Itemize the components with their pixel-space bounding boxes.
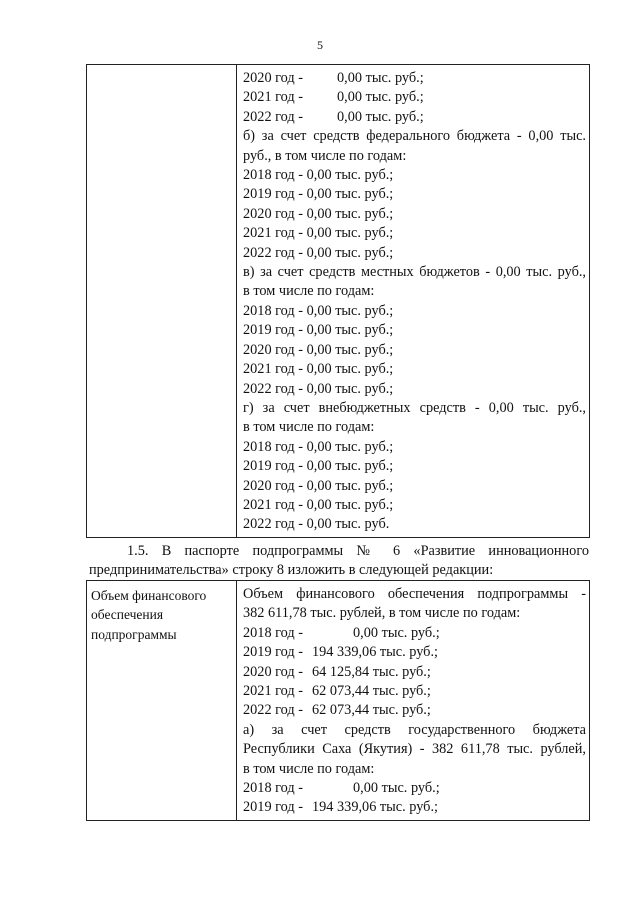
year-label: 2021 год - <box>243 683 304 700</box>
funding-volume-cell <box>237 581 590 821</box>
year-label: 2022 год - <box>243 702 304 719</box>
text-line: 2022 год - 0,00 тыс. руб. <box>243 516 390 533</box>
funding-details-cell <box>237 65 590 538</box>
text-line: Республики Саха (Якутия) - 382 611,78 тыс. рублей, <box>243 741 586 758</box>
paragraph-line-1: 1.5. В паспорте подпрограммы № 6 «Развитие инновационного <box>127 543 589 559</box>
text-line: руб., в том числе по годам: <box>243 147 407 164</box>
text-line: г) за счет внебюджетных средств - 0,00 тыс. руб., <box>243 399 586 416</box>
year-label: 2019 год - <box>243 644 304 661</box>
text-line <box>243 701 586 720</box>
text-line: 2022 год - 0,00 тыс. руб.; <box>243 244 394 261</box>
text-line <box>243 643 586 662</box>
text-line: Объем финансового обеспечения подпрограммы - <box>243 586 586 602</box>
text-line: 2021 год - 0,00 тыс. руб.; <box>243 225 394 242</box>
amount-value: 0,00 тыс. руб.; <box>353 780 440 797</box>
page-number: 5 <box>317 38 323 52</box>
amount-value: 0,00 тыс. руб.; <box>337 70 424 86</box>
text-line: 2018 год - 0,00 тыс. руб.; <box>243 438 394 455</box>
year-label: 2021 год - <box>243 89 304 106</box>
text-line <box>243 624 586 643</box>
text-line: 2020 год - 0,00 тыс. руб.; <box>243 477 394 494</box>
paragraph-line-2: предпринимательства» строку 8 изложить в следующей редакции: <box>89 562 494 579</box>
amount-value: 62 073,44 тыс. руб.; <box>312 683 431 700</box>
amount-value: 0,00 тыс. руб.; <box>353 624 440 641</box>
year-label: 2019 год - <box>243 799 304 816</box>
text-line <box>243 663 586 682</box>
funding-table-continued <box>86 64 590 538</box>
text-line: в том числе по годам: <box>243 760 375 777</box>
text-line <box>243 88 586 107</box>
year-label: 2018 год - <box>243 780 304 797</box>
text-line: в) за счет средств местных бюджетов - 0,00 тыс. руб., <box>243 264 586 281</box>
text-line: 2020 год - 0,00 тыс. руб.; <box>243 341 394 358</box>
text-line: 2019 год - 0,00 тыс. руб.; <box>243 322 394 339</box>
year-label: 2020 год - <box>243 663 304 680</box>
amount-value: 194 339,06 тыс. руб.; <box>312 799 438 816</box>
amendment-paragraph <box>89 542 589 581</box>
amount-value: 62 073,44 тыс. руб.; <box>312 702 431 719</box>
text-line: 2019 год - 0,00 тыс. руб.; <box>243 186 394 203</box>
text-line <box>243 682 586 701</box>
amount-value: 0,00 тыс. руб.; <box>337 108 424 125</box>
text-line: б) за счет средств федерального бюджета - 0,00 тыс. <box>243 128 586 145</box>
empty-label-cell <box>87 65 237 538</box>
text-line: 2019 год - 0,00 тыс. руб.; <box>243 458 394 475</box>
text-line <box>243 779 586 798</box>
text-line: 382 611,78 тыс. рублей, в том числе по годам: <box>243 605 521 622</box>
text-line: а) за счет средств государственного бюджета <box>243 721 586 738</box>
year-label: 2018 год - <box>243 624 304 641</box>
amount-value: 0,00 тыс. руб.; <box>337 89 424 106</box>
year-label: 2022 год - <box>243 108 304 125</box>
text-line: 2020 год - 0,00 тыс. руб.; <box>243 205 394 222</box>
amount-value: 64 125,84 тыс. руб.; <box>312 663 431 680</box>
text-line: в том числе по годам: <box>243 283 375 300</box>
text-line: 2021 год - 0,00 тыс. руб.; <box>243 361 394 378</box>
text-line <box>243 108 586 127</box>
text-line <box>243 69 586 88</box>
funding-volume-label: Объем финансового обеспечения подпрограммы <box>87 581 237 821</box>
text-line <box>243 798 586 817</box>
subprogram-funding-table <box>86 580 590 821</box>
text-line: 2018 год - 0,00 тыс. руб.; <box>243 302 394 319</box>
text-line: 2021 год - 0,00 тыс. руб.; <box>243 496 394 513</box>
amount-value: 194 339,06 тыс. руб.; <box>312 644 438 661</box>
text-line: 2022 год - 0,00 тыс. руб.; <box>243 380 394 397</box>
text-line: в том числе по годам: <box>243 419 375 436</box>
text-line: 2018 год - 0,00 тыс. руб.; <box>243 167 394 184</box>
year-label: 2020 год - <box>243 70 304 86</box>
